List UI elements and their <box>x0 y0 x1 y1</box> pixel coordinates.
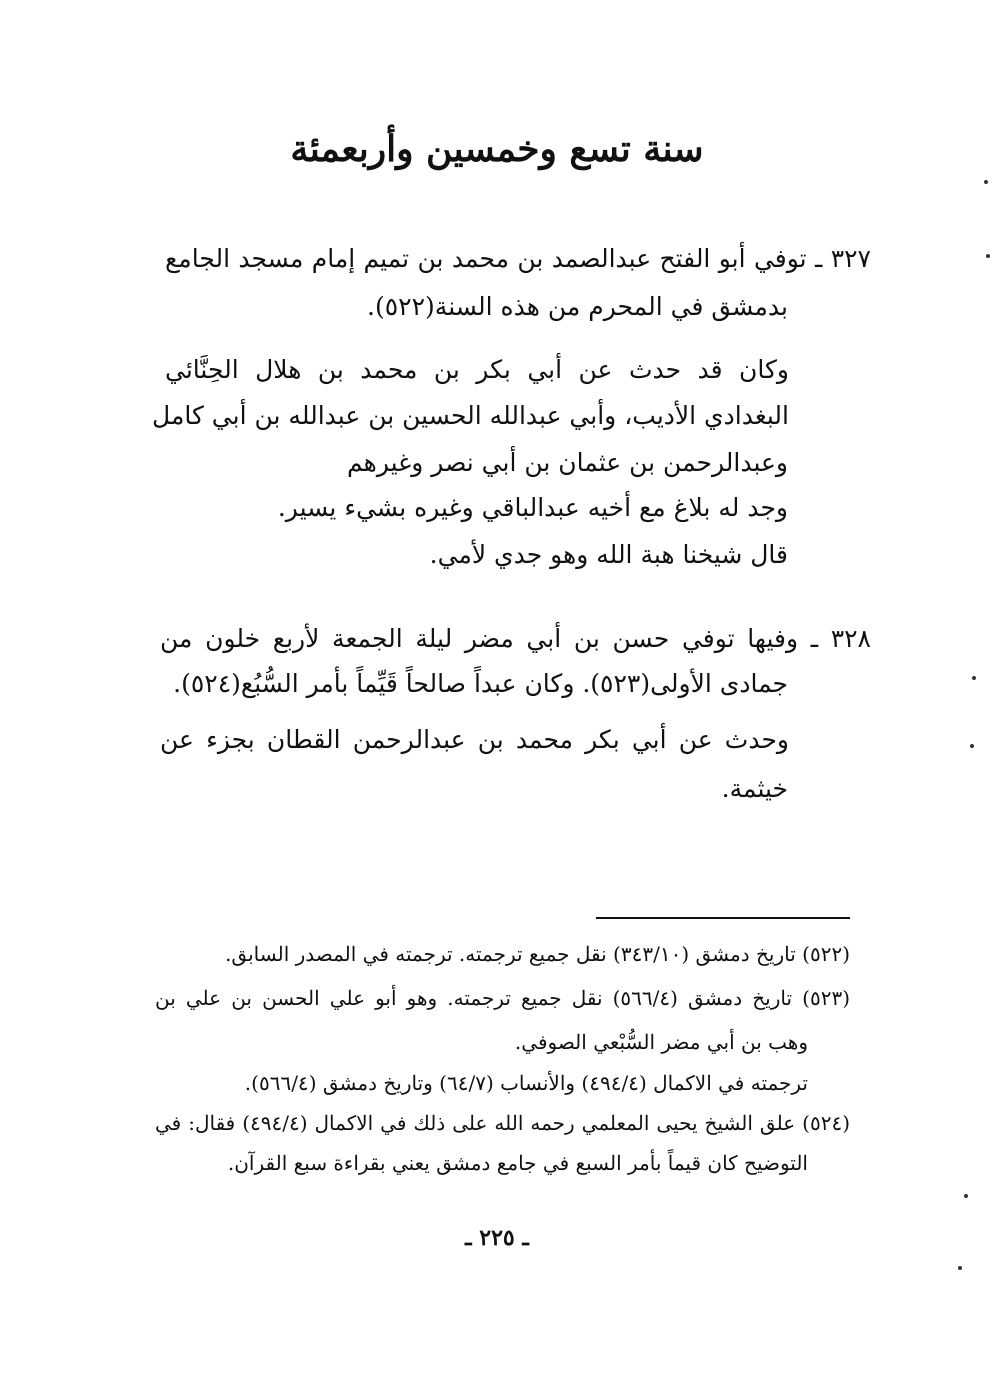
entry-328-line-4: خيثمة. <box>721 774 788 803</box>
entry-327-line-4: البغدادي الأديب، وأبي عبدالله الحسين بن عبدالله بن أبي كامل <box>152 401 789 430</box>
scan-speck <box>986 254 990 258</box>
page-number: ـ ٢٢٥ ـ <box>465 1225 529 1251</box>
footnote-523-line-3: ترجمته في الاكمال (٤٩٤/٤) والأنساب (٦٤/٧) وتاريخ دمشق (٥٦٦/٤). <box>244 1071 808 1095</box>
entry-327-line-7: قال شيخنا هبة الله وهو جدي لأمي. <box>429 540 788 569</box>
entry-328-line-2: جمادى الأولى(٥٢٣). وكان عبداً صالحاً قَيِّماً بأمر السُّبُع(٥٢٤). <box>173 669 788 698</box>
scan-speck <box>984 180 988 184</box>
footnote-523-line-1: (٥٢٣) تاريخ دمشق (٥٦٦/٤) نقل جميع ترجمته. وهو أبو علي الحسن بن علي بن <box>155 986 850 1010</box>
scan-speck <box>958 1266 962 1270</box>
footnote-separator <box>596 917 850 919</box>
entry-327-line-3: وكان قد حدث عن أبي بكر بن محمد بن هلال الحِنَّائي <box>165 355 789 384</box>
entry-328-line-3: وحدث عن أبي بكر محمد بن عبدالرحمن القطان بجزء عن <box>160 725 789 754</box>
entry-328-line-1: ٣٢٨ ـ وفيها توفي حسن بن أبي مضر ليلة الجمعة لأربع خلون من <box>160 624 871 653</box>
footnote-524-line-2: التوضيح كان قيماً بأمر السبع في جامع دمشق يعني بقراءة سبع القرآن. <box>227 1151 808 1175</box>
entry-327-line-5: وعبدالرحمن بن عثمان بن أبي نصر وغيرهم <box>347 448 788 477</box>
page-title: سنة تسع وخمسين وأربعمئة <box>290 128 704 170</box>
entry-327-line-1: ٣٢٧ ـ توفي أبو الفتح عبدالصمد بن محمد بن تميم إمام مسجد الجامع <box>165 244 871 273</box>
footnote-523-line-2: وهب بن أبي مضر السُّبْعي الصوفي. <box>514 1030 808 1054</box>
scan-speck <box>970 744 974 748</box>
footnote-522: (٥٢٢) تاريخ دمشق (٣٤٣/١٠) نقل جميع ترجمته. ترجمته في المصدر السابق. <box>225 942 850 966</box>
entry-327-line-6: وجد له بلاغ مع أخيه عبدالباقي وغيره بشيء يسير. <box>277 493 788 522</box>
scan-speck <box>964 1194 968 1198</box>
scan-speck <box>972 676 976 680</box>
footnote-524-line-1: (٥٢٤) علق الشيخ يحيى المعلمي رحمه الله على ذلك في الاكمال (٤٩٤/٤) فقال: في <box>155 1111 850 1135</box>
entry-327-line-2: بدمشق في المحرم من هذه السنة(٥٢٢). <box>367 292 788 321</box>
